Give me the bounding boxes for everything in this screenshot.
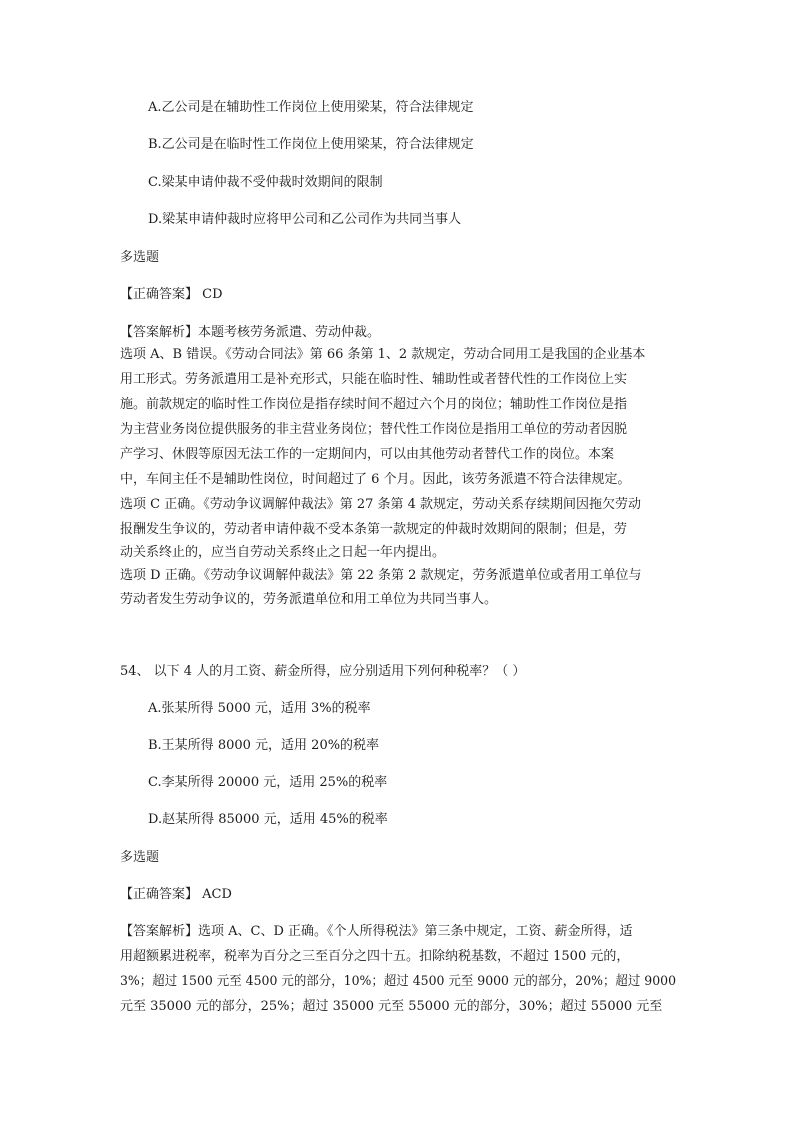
analysis-line: 产学习、休假等原因无法工作的一定期间内，可以由其他劳动者替代工作的岗位。本案 [120, 447, 615, 462]
q54-question-type: 多选题 [120, 850, 160, 865]
q54-correct-answer: 【正确答案】 ACD [120, 887, 232, 902]
analysis-line: 用超额累进税率，税率为百分之三至百分之四十五。扣除纳税基数，不超过 1500 元的， [120, 949, 630, 964]
analysis-line: 为主营业务岗位提供服务的非主营业务岗位；替代性工作岗位是指用工单位的劳动者因脱 [120, 422, 628, 437]
q53-option-a: A.乙公司是在辅助性工作岗位上使用梁某，符合法律规定 [148, 100, 474, 115]
analysis-line: 动关系终止的，应当自劳动关系终止之日起一年内提出。 [120, 545, 446, 560]
q54-question: 54、 以下 4 人的月工资、薪金所得，应分别适用下列何种税率？（ ） [120, 664, 526, 679]
q54-option-c: C.李某所得 20000 元，适用 25%的税率 [148, 775, 388, 790]
q53-question-type: 多选题 [120, 250, 160, 265]
q54-option-d: D.赵某所得 85000 元，适用 45%的税率 [148, 812, 388, 827]
q53-correct-answer: 【正确答案】 CD [120, 287, 223, 302]
analysis-line: 中，车间主任不是辅助性岗位，时间超过了 6 个月。因此，该劳务派遣不符合法律规定。 [120, 472, 631, 487]
q53-option-d: D.梁某申请仲裁时应将甲公司和乙公司作为共同当事人 [148, 212, 462, 227]
analysis-line: 选项 A、B 错误。《劳动合同法》第 66 条第 1、2 款规定，劳动合同用工是我国的企业基本 [120, 347, 646, 362]
q54-option-a: A.张某所得 5000 元，适用 3%的税率 [148, 701, 371, 716]
analysis-line: 【答案解析】本题考核劳务派遣、劳动仲裁。 [120, 325, 381, 340]
analysis-line: 选项 D 正确。《劳动争议调解仲裁法》第 22 条第 2 款规定，劳务派遣单位或者用工单位与 [120, 568, 642, 583]
analysis-line: 3%；超过 1500 元至 4500 元的部分，10%；超过 4500 元至 9000 元的部分，20%；超过 9000 [120, 974, 677, 989]
q53-option-c: C.梁某申请仲裁不受仲裁时效期间的限制 [148, 175, 383, 190]
analysis-line: 选项 C 正确。《劳动争议调解仲裁法》第 27 条第 4 款规定，劳动关系存续期间因拖欠劳动 [120, 497, 642, 512]
q54-option-b: B.王某所得 8000 元，适用 20%的税率 [148, 738, 380, 753]
analysis-line: 报酬发生争议的，劳动者申请仲裁不受本条第一款规定的仲裁时效期间的限制；但是，劳 [120, 522, 628, 537]
analysis-line: 施。前款规定的临时性工作岗位是指存续时间不超过六个月的岗位；辅助性工作岗位是指 [120, 397, 628, 412]
analysis-line: 元至 35000 元的部分，25%；超过 35000 元至 55000 元的部分，30%；超过 55000 元至 [120, 999, 663, 1014]
analysis-line: 劳动者发生劳动争议的，劳务派遣单位和用工单位为共同当事人。 [120, 592, 498, 607]
analysis-line: 用工形式。劳务派遣用工是补充形式，只能在临时性、辅助性或者替代性的工作岗位上实 [120, 372, 628, 387]
analysis-line: 【答案解析】选项 A、C、D 正确。《个人所得税法》第三条中规定，工资、薪金所得，适 [120, 924, 633, 939]
q53-option-b: B.乙公司是在临时性工作岗位上使用梁某，符合法律规定 [148, 137, 474, 152]
